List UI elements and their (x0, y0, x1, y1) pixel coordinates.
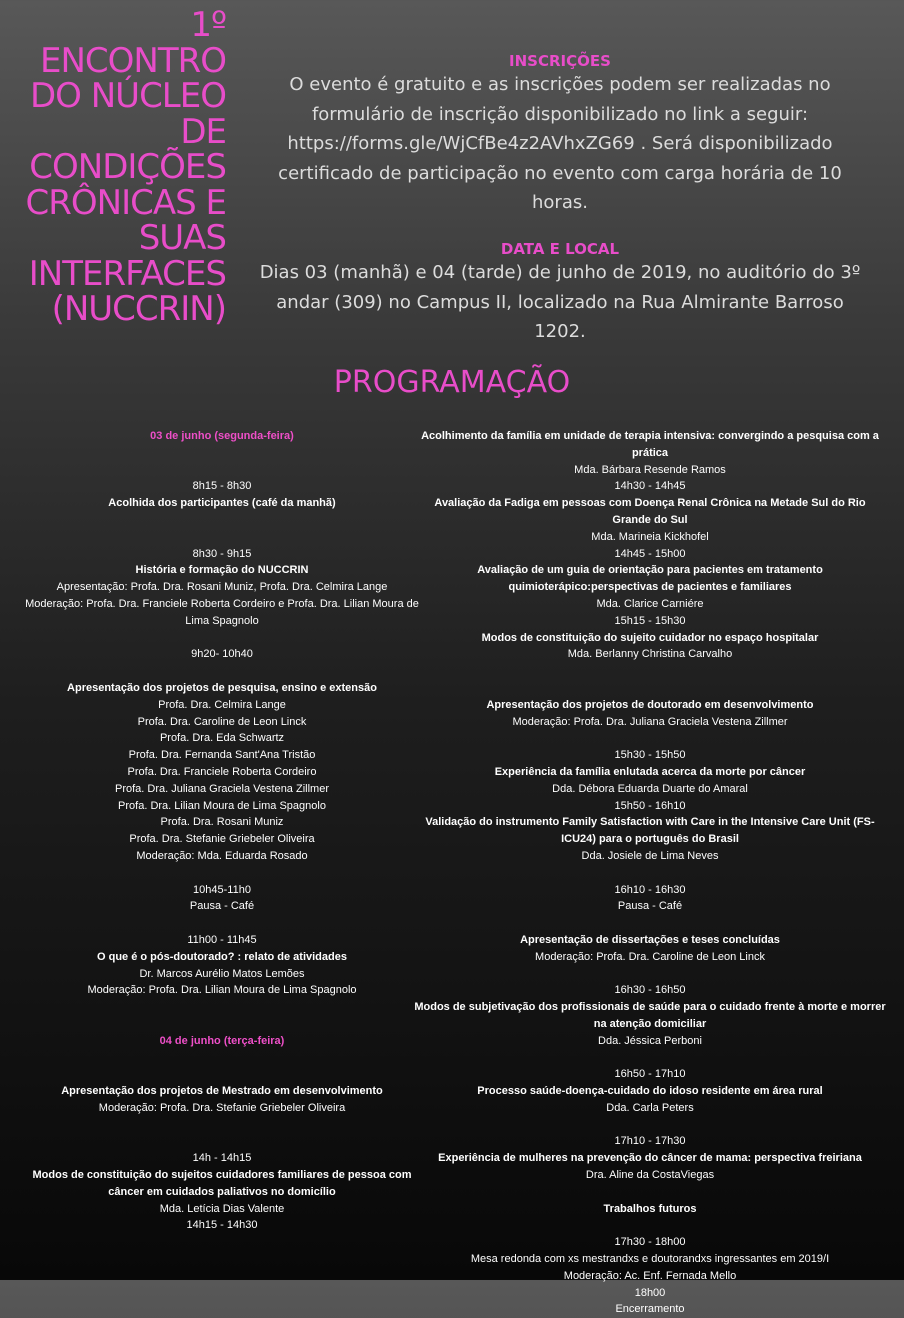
schedule-line (0, 462, 444, 479)
schedule-line (0, 999, 444, 1016)
schedule-line: Mda. Clarice Carniére (596, 597, 704, 610)
text-line: certificado de participação no evento com carga horária de 10 (278, 162, 842, 184)
schedule-line: Lima Spagnolo (185, 614, 259, 627)
data-local-text (250, 258, 870, 347)
schedule-line (400, 1049, 900, 1066)
schedule-line: 16h30 - 16h50 (614, 984, 686, 997)
schedule-line: Processo saúde-doença-cuidado do idoso residente em área rural (477, 1085, 823, 1098)
schedule-line: 15h15 - 15h30 (614, 614, 686, 627)
text-line: O evento é gratuito e as inscrições podem ser realizadas no (289, 74, 831, 95)
text-line: https://forms.gle/WjCfBe4z2AVhxZG69 . Será disponibilizado (287, 133, 833, 154)
schedule-line (0, 512, 444, 529)
schedule-line: Moderação: Profa. Dra. Lilian Moura de Lima Spagnolo (87, 984, 357, 997)
schedule-line: prática (631, 446, 669, 459)
text-line: 1º (190, 5, 226, 45)
schedule-line: Acolhida dos participantes (café da manhã) (108, 497, 336, 510)
schedule-line (0, 915, 444, 932)
text-line: ENCONTRO (39, 40, 226, 81)
schedule-line: 17h10 - 17h30 (614, 1135, 686, 1148)
event-title (0, 5, 226, 329)
schedule-line: Modos de constituição do sujeito cuidador no espaço hospitalar (481, 631, 819, 644)
schedule-line (400, 730, 900, 747)
text-line: CRÔNICAS E (25, 182, 226, 223)
schedule-line: na atenção domiciliar (593, 1017, 707, 1030)
programacao-title: PROGRAMAÇÃO (333, 365, 571, 400)
text-line: (NUCCRIN) (51, 289, 226, 329)
schedule-day-2-column (400, 428, 900, 1318)
schedule-line: ICU24) para o português do Brasil (561, 833, 739, 846)
schedule-line (400, 966, 900, 983)
schedule-line: O que é o pós-doutorado? : relato de atividades (97, 950, 347, 963)
schedule-line: Dda. Josiele de Lima Neves (581, 849, 719, 862)
schedule-day-1-column (0, 428, 444, 1234)
text-line: DO NÚCLEO (30, 76, 226, 116)
text-line: Dias 03 (manhã) e 04 (tarde) de junho de 2019, no auditório do 3º (259, 262, 861, 283)
schedule-line: Moderação: Profa. Dra. Franciele Roberta Cordeiro e Profa. Dra. Lilian Moura de (25, 597, 419, 610)
schedule-line: 11h00 - 11h45 (187, 933, 257, 946)
schedule-line: Mda. Letícia Dias Valente (159, 1202, 285, 1215)
schedule-line: Acolhimento da família em unidade de terapia intensiva: convergindo a pesquisa com a (421, 430, 879, 442)
schedule-line: Profa. Dra. Rosani Muniz (160, 816, 284, 829)
schedule-line (400, 865, 900, 882)
schedule-line (0, 1117, 444, 1134)
schedule-line (0, 1049, 444, 1066)
schedule-line (400, 680, 900, 697)
schedule-line: Mesa redonda com xs mestrandxs e doutorandxs ingressantes em 2019/I (470, 1253, 830, 1266)
schedule-line (0, 865, 444, 882)
schedule-line: 10h45-11h0 (193, 883, 251, 896)
text-line: andar (309) no Campus II, localizado na Rua Almirante Barroso (276, 291, 844, 313)
schedule-line: Dda. Jéssica Perboni (598, 1034, 702, 1047)
schedule-line (400, 915, 900, 932)
schedule-line (400, 1117, 900, 1134)
schedule-line: Profa. Dra. Lilian Moura de Lima Spagnolo (118, 799, 326, 812)
schedule-line: Encerramento (615, 1303, 685, 1316)
schedule-line: Profa. Dra. Fernanda Sant'Ana Tristão (128, 749, 316, 762)
schedule-line (0, 663, 444, 680)
schedule-line: 8h15 - 8h30 (192, 480, 252, 493)
schedule-line (0, 529, 444, 546)
schedule-line: Moderação: Profa. Dra. Stefanie Griebeler Oliveira (98, 1101, 346, 1114)
schedule-line: Profa. Dra. Franciele Roberta Cordeiro (127, 765, 317, 778)
schedule-line: Profa. Dra. Caroline de Leon Linck (137, 715, 307, 728)
schedule-line: 18h00 (634, 1286, 666, 1299)
schedule-line (0, 445, 444, 462)
schedule-line: Mda. Berlanny Christina Carvalho (567, 648, 733, 661)
schedule-line: Grande do Sul (612, 513, 688, 526)
schedule-line: Modos de subjetivação dos profissionais de saúde para o cuidado frente à morte e morrer (414, 1001, 886, 1014)
text-line: DE (180, 111, 226, 152)
schedule-line: Moderação: Mda. Eduarda Rosado (136, 849, 308, 862)
schedule-line: 14h45 - 15h00 (614, 547, 686, 560)
inscricoes-text (250, 70, 870, 218)
schedule-line: 14h15 - 14h30 (186, 1219, 258, 1232)
schedule-line: Apresentação dos projetos de Mestrado em desenvolvimento (61, 1085, 383, 1098)
schedule-line: Profa. Dra. Juliana Graciela Vestena Zillmer (115, 782, 329, 795)
text-line: 1202. (534, 321, 586, 342)
schedule-line (0, 1133, 444, 1150)
data-local-section (250, 240, 870, 347)
schedule-line: 8h30 - 9h15 (192, 547, 252, 560)
text-line: INTERFACES (28, 253, 226, 294)
schedule-line: Profa. Dra. Celmira Lange (158, 698, 286, 711)
schedule-line: História e formação do NUCCRIN (135, 564, 309, 577)
schedule-line: câncer em cuidados paliativos no domicílio (108, 1185, 336, 1198)
schedule-line: 14h - 14h15 (192, 1152, 252, 1165)
schedule-line: Dr. Marcos Aurélio Matos Lemões (139, 967, 305, 980)
schedule-line (400, 1184, 900, 1201)
schedule-line (400, 663, 900, 680)
schedule-line (400, 1217, 900, 1234)
schedule-line: Avaliação da Fadiga em pessoas com Doença Renal Crônica na Metade Sul do Rio (434, 497, 866, 510)
schedule-line: Dda. Débora Eduarda Duarte do Amaral (552, 782, 748, 795)
schedule-line: Experiência da família enlutada acerca da morte por câncer (494, 765, 806, 778)
schedule-line (0, 1066, 444, 1083)
schedule-line: 15h50 - 16h10 (614, 799, 686, 812)
schedule-line: 16h50 - 17h10 (614, 1068, 686, 1081)
schedule-line: Mda. Marineia Kickhofel (591, 530, 709, 543)
schedule-line: Pausa - Café (189, 900, 255, 913)
schedule-line: Apresentação de dissertações e teses concluídas (520, 933, 780, 946)
schedule-line: Validação do instrumento Family Satisfaction with Care in the Intensive Care Unit (FS- (425, 816, 875, 829)
text-line: SUAS (138, 218, 226, 258)
schedule-line: 03 de junho (segunda-feira) (150, 430, 294, 442)
schedule-line: Experiência de mulheres na prevenção do câncer de mama: perspectiva freiriana (438, 1152, 862, 1165)
text-line: CONDIÇÕES (29, 147, 226, 187)
inscricoes-label: INSCRIÇÕES (509, 52, 611, 70)
text-line: formulário de inscrição disponibilizado no link a seguir: (311, 103, 809, 125)
schedule-line: Mda. Bárbara Resende Ramos (574, 463, 726, 476)
schedule-line: 04 de junho (terça-feira) (159, 1034, 285, 1047)
schedule-line (0, 630, 444, 647)
schedule-line: 14h30 - 14h45 (614, 480, 686, 493)
schedule-line: Moderação: Profa. Dra. Caroline de Leon Linck (535, 950, 765, 963)
schedule-line: Dra. Aline da CostaViegas (585, 1169, 715, 1182)
schedule-line: Modos de constituição do sujeitos cuidadores familiares de pessoa com (32, 1169, 412, 1182)
schedule-line: Profa. Dra. Eda Schwartz (159, 732, 285, 745)
schedule-line: Apresentação: Profa. Dra. Rosani Muniz, Profa. Dra. Celmira Lange (56, 581, 388, 594)
schedule-line: quimioterápico:perspectivas de pacientes e familiares (508, 581, 792, 594)
schedule-line: Trabalhos futuros (603, 1202, 697, 1215)
schedule-line: Moderação: Profa. Dra. Juliana Graciela Vestena Zillmer (512, 715, 788, 728)
schedule-line: 17h30 - 18h00 (614, 1236, 686, 1249)
schedule-line: Apresentação dos projetos de pesquisa, ensino e extensão (67, 681, 377, 694)
schedule-line: Profa. Dra. Stefanie Griebeler Oliveira (129, 833, 315, 846)
schedule-line: Apresentação dos projetos de doutorado em desenvolvimento (486, 698, 814, 711)
inscricoes-section (250, 52, 870, 218)
schedule-line: Pausa - Café (617, 900, 683, 913)
text-line: horas. (532, 192, 588, 213)
schedule-line: 16h10 - 16h30 (614, 883, 686, 896)
data-local-label: DATA E LOCAL (500, 240, 620, 258)
schedule-line: 9h20- 10h40 (191, 648, 253, 661)
schedule-line: Avaliação de um guia de orientação para pacientes em tratamento (477, 564, 823, 577)
schedule-line: Moderação: Ac. Enf. Fernada Mello (563, 1269, 737, 1282)
schedule-line (0, 1016, 444, 1033)
schedule-line: 15h30 - 15h50 (614, 749, 686, 762)
schedule-line: Dda. Carla Peters (606, 1101, 694, 1114)
